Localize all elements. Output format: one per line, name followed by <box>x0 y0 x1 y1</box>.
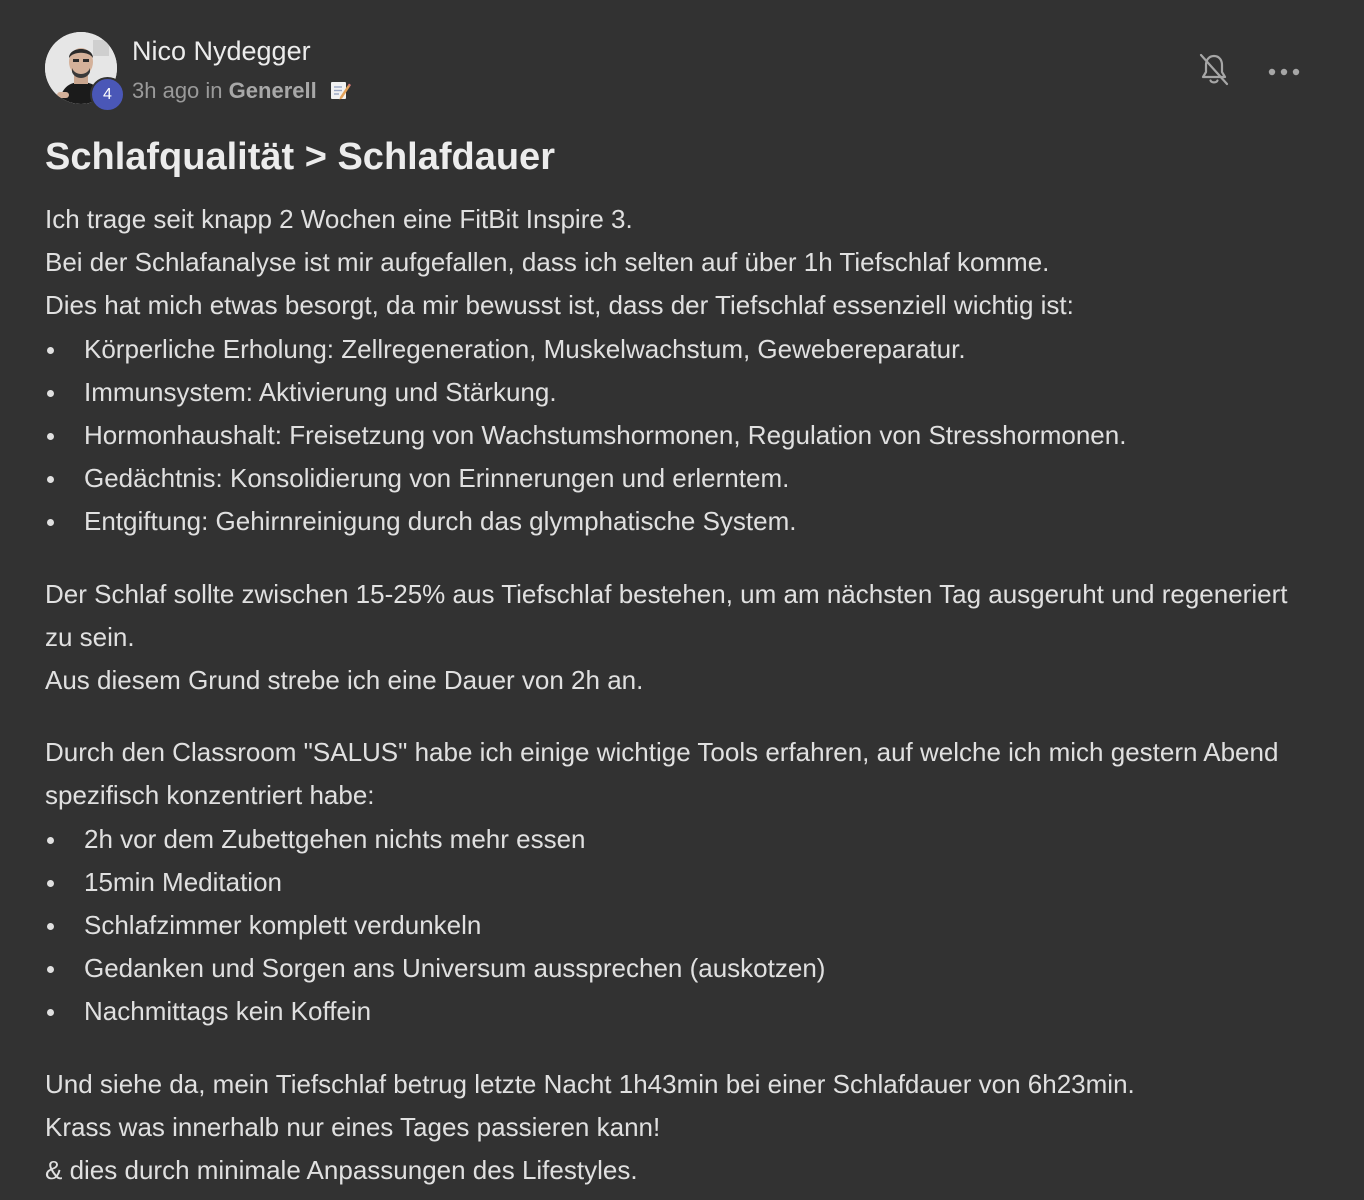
closing-line: Krass was innerhalb nur eines Tages passieren kann! <box>45 1111 661 1142</box>
intro-line: Ich trage seit knapp 2 Wochen eine FitBit Inspire 3. <box>45 204 633 234</box>
category-link[interactable]: Generell <box>228 78 317 103</box>
meta-in-label: in <box>205 78 223 103</box>
author-name[interactable]: Nico Nydegger <box>132 36 311 66</box>
paragraph-line: Aus diesem Grund strebe ich eine Dauer von 2h an. <box>45 665 644 696</box>
post-body <box>45 198 1320 1192</box>
benefits-list <box>45 328 1320 544</box>
memo-pencil-icon <box>329 79 351 107</box>
list-item: Nachmittags kein Koffein <box>45 990 1320 1033</box>
post-time: 3h ago <box>132 78 200 103</box>
list-item: Immunsystem: Aktivierung und Stärkung. <box>45 371 1320 414</box>
list-item: 2h vor dem Zubettgehen nichts mehr essen <box>45 818 1320 861</box>
paragraph-line: Der Schlaf sollte zwischen 15-25% aus Tiefschlaf bestehen, um am nächsten Tag ausgeruht und regeneriert zu sein. <box>45 578 1288 652</box>
bell-off-icon <box>1198 53 1230 92</box>
list-item: Hormonhaushalt: Freisetzung von Wachstumshormonen, Regulation von Stresshormonen. <box>45 414 1320 457</box>
closing-line: Und siehe da, mein Tiefschlaf betrug letzte Nacht 1h43min bei einer Schlafdauer von 6h23min. <box>45 1068 1135 1099</box>
paragraph-spacer <box>45 544 1320 573</box>
post-meta <box>132 78 351 107</box>
tools-list <box>45 818 1320 1034</box>
closing-line: & dies durch minimale Anpassungen des Lifestyles. <box>45 1155 638 1186</box>
mute-notifications-button[interactable] <box>1194 52 1234 92</box>
paragraph-spacer <box>45 1034 1320 1063</box>
level-badge: 4 <box>90 77 125 112</box>
paragraph-line: Durch den Classroom "SALUS" habe ich einige wichtige Tools erfahren, auf welche ich mich gestern Abend spezifisch konzentriert habe: <box>45 737 1279 811</box>
list-item: Schlafzimmer komplett verdunkeln <box>45 904 1320 947</box>
list-item: 15min Meditation <box>45 861 1320 904</box>
more-horizontal-icon <box>1268 63 1300 81</box>
intro-line: Dies hat mich etwas besorgt, da mir bewusst ist, dass der Tiefschlaf essenziell wichtig ist: <box>45 290 1074 321</box>
author-avatar-wrapper[interactable] <box>45 32 117 104</box>
list-item: Körperliche Erholung: Zellregeneration, Muskelwachstum, Gewebereparatur. <box>45 328 1320 371</box>
list-item: Entgiftung: Gehirnreinigung durch das glymphatische System. <box>45 500 1320 543</box>
paragraph-spacer <box>45 702 1320 731</box>
post-header <box>45 32 1320 110</box>
list-item: Gedächtnis: Konsolidierung von Erinnerungen und erlerntem. <box>45 457 1320 500</box>
post <box>45 32 1320 1192</box>
post-title: Schlafqualität > Schlafdauer <box>45 136 555 178</box>
intro-line: Bei der Schlafanalyse ist mir aufgefallen, dass ich selten auf über 1h Tiefschlaf komme. <box>45 247 1050 278</box>
list-item: Gedanken und Sorgen ans Universum aussprechen (auskotzen) <box>45 947 1320 990</box>
more-options-button[interactable] <box>1264 52 1304 92</box>
